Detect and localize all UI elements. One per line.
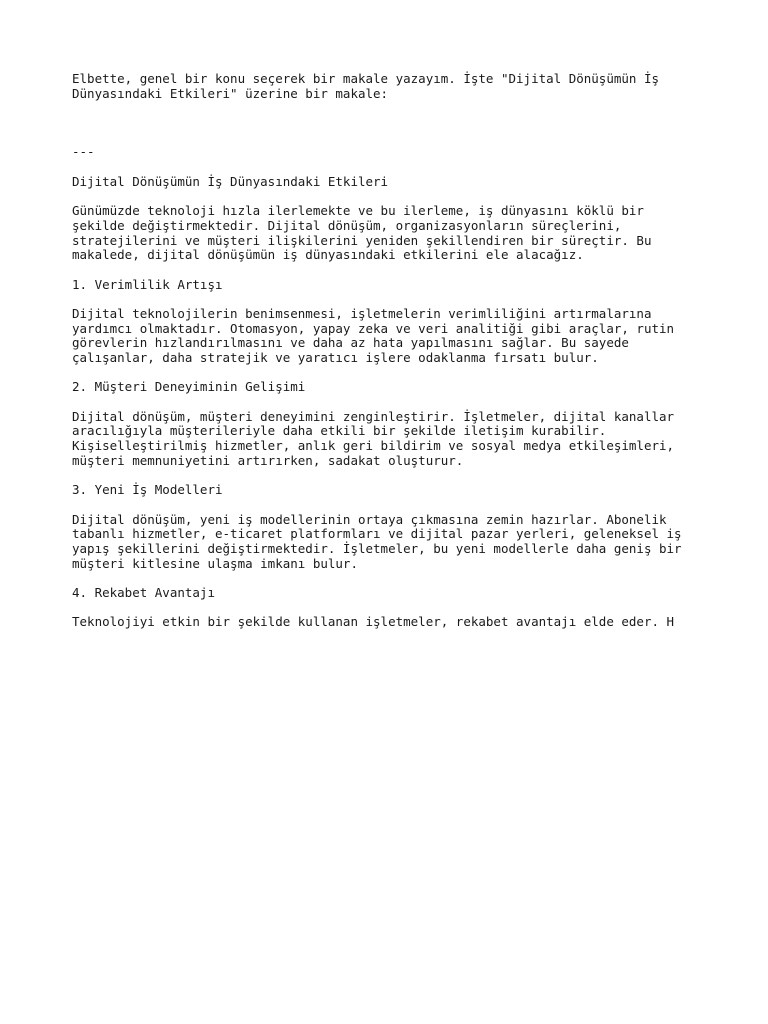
intro-line: Dünyasındaki Etkileri" üzerine bir makale: — [72, 85, 389, 101]
paragraph-line: Dijital teknolojilerin benimsenmesi, işletmelerin verimliliğini artırmalarına — [72, 305, 652, 321]
paragraph-line: müşteri kitlesine ulaşma imkanı bulur. — [72, 555, 358, 571]
section-1 — [72, 278, 712, 366]
section-2 — [72, 380, 712, 468]
article-title: Dijital Dönüşümün İş Dünyasındaki Etkileri — [72, 173, 389, 189]
section-heading: 3. Yeni İş Modelleri — [72, 482, 223, 498]
paragraph-line: tabanlı hizmetler, e-ticaret platformları ve dijital pazar yerleri, geleneksel iş — [72, 526, 682, 542]
paragraph-line: Günümüzde teknoloji hızla ilerlemekte ve bu ilerleme, iş dünyasını köklü bir — [72, 203, 644, 219]
paragraph-line: Dijital dönüşüm, müşteri deneyimini zenginleştirir. İşletmeler, dijital kanallar — [72, 408, 675, 424]
paragraph-line: aracılığıyla müşterileriyle daha etkili bir şekilde iletişim kurabilir. — [72, 423, 607, 439]
paragraph-line: Kişiselleştirilmiş hizmetler, anlık geri bildirim ve sosyal medya etkileşimleri, — [72, 438, 675, 454]
paragraph-line: Teknolojiyi etkin bir şekilde kullanan işletmeler, rekabet avantajı elde eder. H — [72, 614, 675, 630]
intro-paragraph — [72, 204, 712, 263]
intro-text — [72, 72, 712, 101]
paragraph-line: çalışanlar, daha stratejik ve yaratıcı işlere odaklanma fırsatı bulur. — [72, 350, 599, 365]
intro-line: Elbette, genel bir konu seçerek bir makale yazayım. İşte "Dijital Dönüşümün İş — [72, 71, 659, 86]
paragraph-line: stratejilerini ve müşteri ilişkilerini yeniden şekillendiren bir süreçtir. Bu — [72, 232, 652, 248]
section-4 — [72, 586, 712, 630]
section-3 — [72, 483, 712, 571]
paragraph-line: şekilde değiştirmektedir. Dijital dönüşüm, organizasyonların süreçlerini, — [72, 217, 622, 233]
paragraph-line: görevlerin hızlandırılmasını ve daha az hata yapılmasını sağlar. Bu sayede — [72, 335, 629, 351]
section-heading: 4. Rekabet Avantajı — [72, 585, 215, 600]
paragraph-line: yardımcı olmaktadır. Otomasyon, yapay zeka ve veri analitiği gibi araçlar, rutin — [72, 320, 675, 336]
separator: --- — [72, 144, 95, 160]
paragraph-line: Dijital dönüşüm, yeni iş modellerinin ortaya çıkmasına zemin hazırlar. Abonelik — [72, 511, 667, 527]
paragraph-line: makalede, dijital dönüşümün iş dünyasındaki etkilerini ele alacağız. — [72, 247, 584, 263]
paragraph-line: müşteri memnuniyetini artırırken, sadakat oluşturur. — [72, 452, 464, 468]
section-heading: 2. Müşteri Deneyiminin Gelişimi — [72, 379, 306, 395]
document-page — [72, 72, 712, 630]
paragraph-line: yapış şekillerini değiştirmektedir. İşletmeler, bu yeni modellerle daha geniş bir — [72, 540, 682, 556]
section-heading: 1. Verimlilik Artışı — [72, 276, 223, 292]
